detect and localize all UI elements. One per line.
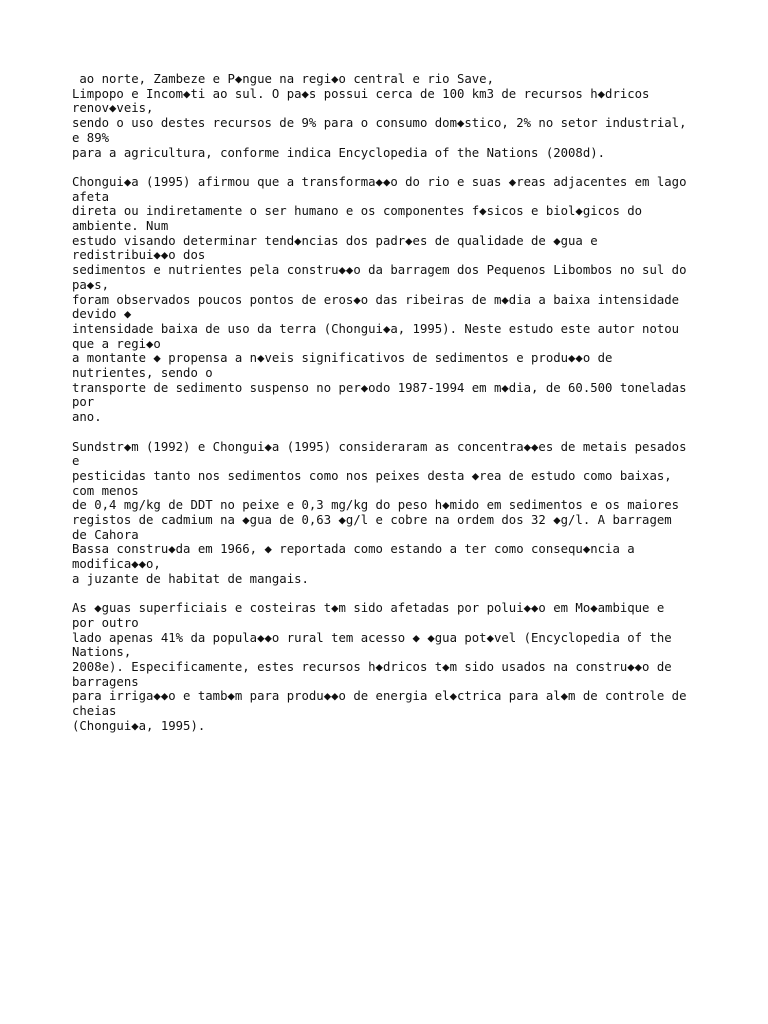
- text-line: de Cahora: [72, 527, 139, 542]
- text-line: de 0,4 mg/kg de DDT no peixe e 0,3 mg/kg do peso h◆mido em sedimentos e os maiores: [72, 498, 680, 513]
- text-line: modifica◆◆o,: [72, 557, 161, 572]
- text-line: Nations,: [72, 645, 132, 660]
- text-line: por outro: [72, 615, 139, 630]
- text-line: sendo o uso destes recursos de 9% para o consumo dom◆stico, 2% no setor industrial,: [72, 116, 687, 131]
- text-line: barragens: [72, 674, 139, 689]
- text-line: sedimentos e nutrientes pela constru◆◆o da barragem dos Pequenos Libombos no sul do: [72, 263, 687, 278]
- text-line: que a regi◆o: [72, 336, 161, 351]
- text-line: a montante ◆ propensa a n◆veis significativos de sedimentos e produ◆◆o de: [72, 351, 613, 366]
- text-line: lado apenas 41% da popula◆◆o rural tem acesso ◆ ◆gua pot◆vel (Encyclopedia of the: [72, 630, 672, 645]
- paragraph-water-pollution: [72, 601, 712, 733]
- text-line: ao norte, Zambeze e P◆ngue na regi◆o central e rio Save,: [72, 72, 494, 86]
- text-line: Bassa constru◆da em 1966, ◆ reportada como estando a ter como consequ◆ncia a: [72, 542, 635, 557]
- text-line: renov◆veis,: [72, 101, 154, 116]
- text-line: transporte de sedimento suspenso no per◆odo 1987-1994 em m◆dia, de 60.500 toneladas: [72, 380, 687, 395]
- text-line: devido ◆: [72, 307, 132, 322]
- text-line: afeta: [72, 189, 110, 204]
- text-line: 2008e). Especificamente, estes recursos h◆dricos t◆m sido usados na constru◆◆o de: [72, 660, 672, 675]
- text-line: cheias: [72, 704, 117, 719]
- text-line: nutrientes, sendo o: [72, 366, 213, 381]
- text-line: pa◆s,: [72, 277, 110, 292]
- text-line: redistribui◆◆o dos: [72, 248, 206, 263]
- text-line: registos de cadmium na ◆gua de 0,63 ◆g/l e cobre na ordem dos 32 ◆g/l. A barragem: [72, 513, 672, 528]
- text-line: As ◆guas superficiais e costeiras t◆m sido afetadas por polui◆◆o em Mo◆ambique e: [72, 601, 665, 616]
- text-line: intensidade baixa de uso da terra (Chongui◆a, 1995). Neste estudo este autor notou: [72, 321, 680, 336]
- text-line: Sundstr◆m (1992) e Chongui◆a (1995) consideraram as concentra◆◆es de metais pesados: [72, 439, 687, 454]
- text-line: pesticidas tanto nos sedimentos como nos peixes desta ◆rea de estudo como baixas,: [72, 468, 672, 483]
- text-line: a juzante de habitat de mangais.: [72, 571, 309, 586]
- text-line: ambiente. Num: [72, 219, 169, 234]
- paragraph-lake-transformation: [72, 175, 712, 425]
- document-page: [72, 72, 712, 748]
- text-line: e 89%: [72, 130, 110, 145]
- text-line: ano.: [72, 410, 102, 425]
- text-line: Limpopo e Incom◆ti ao sul. O pa◆s possui cerca de 100 km3 de recursos h◆dricos: [72, 86, 650, 101]
- text-line: por: [72, 395, 95, 410]
- text-line: com menos: [72, 483, 139, 498]
- paragraph-rivers: [72, 72, 712, 160]
- text-line: foram observados poucos pontos de eros◆o das ribeiras de m◆dia a baixa intensidade: [72, 292, 680, 307]
- text-line: para irriga◆◆o e tamb◆m para produ◆◆o de energia el◆ctrica para al◆m de controle de: [72, 689, 687, 704]
- text-line: e: [72, 454, 80, 469]
- text-line: estudo visando determinar tend◆ncias dos padr◆es de qualidade de ◆gua e: [72, 233, 598, 248]
- text-line: (Chongui◆a, 1995).: [72, 718, 206, 733]
- text-line: Chongui◆a (1995) afirmou que a transforma◆◆o do rio e suas ◆reas adjacentes em lago: [72, 174, 687, 189]
- text-line: para a agricultura, conforme indica Encyclopedia of the Nations (2008d).: [72, 145, 606, 160]
- text-line: direta ou indiretamente o ser humano e os componentes f◆sicos e biol◆gicos do: [72, 204, 643, 219]
- paragraph-heavy-metals: [72, 440, 712, 587]
